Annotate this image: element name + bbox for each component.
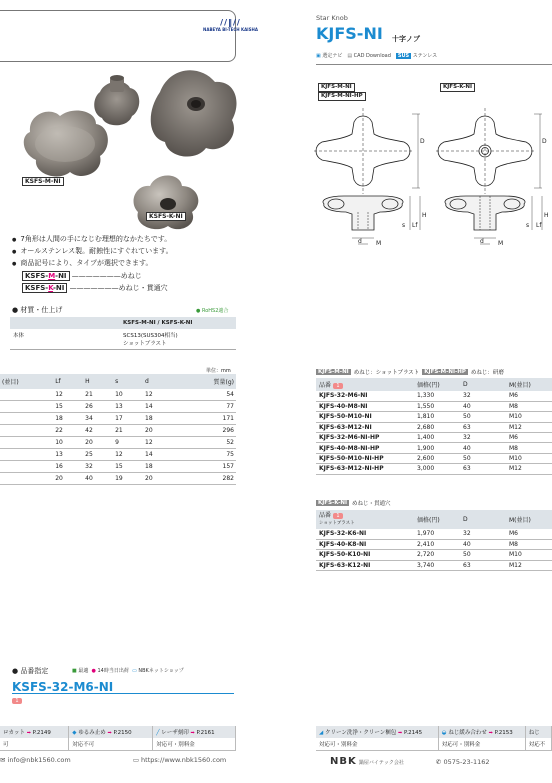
- table-cell: 17: [113, 413, 143, 425]
- table-cell: M6: [506, 433, 552, 443]
- spec-table-1: [316, 378, 552, 475]
- right-page: [300, 0, 552, 783]
- option-cut-value: 可: [0, 738, 69, 751]
- table-cell: 14: [143, 449, 173, 461]
- part-number[interactable]: KJFS-40-K8-NI: [316, 539, 414, 549]
- spec1-col-part: 品番 1: [316, 378, 414, 391]
- table-row[interactable]: [316, 529, 552, 539]
- type-desc-2: めねじ・貫通穴: [118, 284, 168, 292]
- table-row: [0, 413, 236, 425]
- table-cell: 63: [460, 464, 506, 474]
- clock-icon: ●: [91, 668, 96, 674]
- table-cell: M10: [506, 550, 552, 560]
- option-clean-value: 対応可・別料金: [316, 738, 438, 751]
- left-page: [0, 0, 264, 783]
- table-cell: 20: [83, 437, 113, 449]
- part-number[interactable]: KJFS-50-M10-NI: [316, 412, 414, 422]
- table-row: [0, 449, 236, 461]
- material-title: ● 材質・仕上げ: [12, 306, 63, 314]
- photo-label-k: KSFS-K-NI: [146, 212, 186, 221]
- material-tag: SUS ステンレス: [397, 53, 438, 59]
- dimension-table: [0, 374, 236, 485]
- dim-label-lf1: Lf: [412, 222, 418, 229]
- dim-label-h1: H: [422, 212, 427, 219]
- order-icons: ■ 最適 ● 14時当日出荷 ▭ NBKネットショップ: [72, 668, 184, 674]
- clean-icon: ◢: [319, 730, 324, 736]
- dim-label-s2: s: [526, 222, 530, 229]
- drawing-label-k: KJFS-K-NI: [440, 83, 475, 92]
- table-row: [0, 461, 236, 473]
- table-row[interactable]: [316, 412, 552, 422]
- table-cell: 26: [83, 401, 113, 413]
- table-cell: 50: [460, 453, 506, 463]
- table-cell: 21: [113, 425, 143, 437]
- spec1-col-d: D: [460, 378, 506, 391]
- part-number[interactable]: KJFS-63-M12-NI: [316, 422, 414, 432]
- category-label: Star Knob: [316, 14, 348, 22]
- option-clean: ◢ クリーン洗浄・クリーン梱包 ➡ P.2145: [316, 726, 438, 738]
- website-link[interactable]: https://www.nbk1560.com: [141, 756, 227, 764]
- table-cell: 13: [53, 449, 83, 461]
- option-laser: ╱ レーザ刻印 ➡ P.2161: [153, 726, 236, 738]
- table-row[interactable]: [316, 422, 552, 432]
- option-cut: ロカット ➡ P.2149: [0, 726, 69, 738]
- table-cell: 1,810: [414, 412, 460, 422]
- table-cell: 10: [53, 437, 83, 449]
- part-number[interactable]: KJFS-63-K12-NI: [316, 560, 414, 570]
- dim-label-d2: D: [542, 138, 547, 145]
- table-cell: 40: [460, 401, 506, 411]
- spec2-col-part: 品番 1 ショットブラスト: [316, 510, 414, 529]
- feature-bullets: [12, 234, 173, 294]
- right-option-table: [316, 726, 552, 751]
- table-cell: M8: [506, 443, 552, 453]
- dim-col-3: s: [113, 374, 143, 389]
- table-cell: 296: [173, 425, 236, 437]
- dim-label-d-small1: d: [358, 238, 362, 245]
- navi-icon: ▣: [316, 53, 321, 59]
- table-cell: [0, 413, 53, 425]
- dim-col-0: (並目): [0, 374, 53, 389]
- table-cell: M12: [506, 560, 552, 570]
- table-cell: 40: [83, 473, 113, 485]
- email-link[interactable]: info@nbk1560.com: [7, 756, 71, 764]
- technical-drawing: [314, 100, 552, 250]
- table-cell: 171: [173, 413, 236, 425]
- option-thread-value: 対応不: [525, 738, 551, 751]
- table-cell: 18: [143, 461, 173, 473]
- cad-tag[interactable]: ▤ CAD Download: [347, 52, 391, 59]
- table-cell: 1,900: [414, 443, 460, 453]
- table-row[interactable]: [316, 464, 552, 474]
- table-row[interactable]: [316, 550, 552, 560]
- material-row-label: 本体: [10, 329, 120, 350]
- thread-icon: ◒: [441, 730, 447, 736]
- table-row: [0, 425, 236, 437]
- table-cell: 157: [173, 461, 236, 473]
- dim-col-1: Lf: [53, 374, 83, 389]
- table-row[interactable]: [316, 539, 552, 549]
- dim-label-s1: s: [402, 222, 406, 229]
- dim-label-m1: M: [376, 240, 382, 247]
- header-frame: [0, 10, 236, 62]
- table-cell: 63: [460, 560, 506, 570]
- dim-label-d1: D: [420, 138, 425, 145]
- table-cell: 75: [173, 449, 236, 461]
- table-cell: 3,000: [414, 464, 460, 474]
- table-row: [0, 473, 236, 485]
- table-cell: 13: [113, 401, 143, 413]
- table-cell: 32: [460, 529, 506, 539]
- option-thread-fit-value: 対応可・別料金: [438, 738, 525, 751]
- table-cell: 21: [83, 389, 113, 401]
- table-cell: 52: [173, 437, 236, 449]
- order-code: KSFS-32-M6-NI: [12, 680, 114, 694]
- table-cell: 20: [143, 425, 173, 437]
- table-cell: M6: [506, 529, 552, 539]
- table-cell: 34: [83, 413, 113, 425]
- part-number[interactable]: KJFS-40-M8-NI: [316, 401, 414, 411]
- table-cell: [0, 401, 53, 413]
- table-cell: 2,410: [414, 539, 460, 549]
- type-row-2: KSFS-K-NI ———————めねじ・貫通穴: [22, 283, 173, 294]
- table-cell: 22: [53, 425, 83, 437]
- table-cell: 63: [460, 422, 506, 432]
- material-table-header: KSFS-M-NI / KSFS-K-NI: [120, 317, 236, 329]
- table-row[interactable]: [316, 560, 552, 570]
- table-cell: 19: [113, 473, 143, 485]
- option-locking: ◆ ゆるみ止め ➡ P.2150: [69, 726, 153, 738]
- spec1-col-m: M(並目): [506, 378, 552, 391]
- phone-number[interactable]: 0575-23-1162: [443, 758, 490, 766]
- table-cell: M12: [506, 464, 552, 474]
- table-cell: M8: [506, 401, 552, 411]
- phone-icon: ✆: [435, 758, 442, 766]
- table-cell: 1,550: [414, 401, 460, 411]
- spec2-col-d: D: [460, 510, 506, 529]
- table-cell: 282: [173, 473, 236, 485]
- dim-label-lf2: Lf: [536, 222, 542, 229]
- best-icon: ■: [72, 668, 77, 674]
- bullet-1: ● 7角形は人間の手になじむ理想的なかたちです。: [12, 234, 173, 246]
- dim-col-5: 質量(g): [173, 374, 236, 389]
- nbk-logo: NBK: [330, 756, 357, 767]
- table-cell: M10: [506, 453, 552, 463]
- table-cell: 20: [143, 473, 173, 485]
- dim-label-h2: H: [544, 212, 549, 219]
- option-thread: ねじ: [525, 726, 551, 738]
- drawing-label-m: KJFS-M-NI: [318, 83, 355, 92]
- table-cell: 18: [53, 413, 83, 425]
- table-cell: 1,970: [414, 529, 460, 539]
- cad-icon: ▤: [347, 52, 353, 59]
- option-thread-fit: ◒ ねじ緩み合わせ ➡ P.2153: [438, 726, 525, 738]
- part-number[interactable]: KJFS-63-M12-NI-HP: [316, 464, 414, 474]
- table-cell: [0, 449, 53, 461]
- part-number[interactable]: KJFS-32-M6-NI: [316, 391, 414, 401]
- navi-tag[interactable]: ▣ 選定ナビ: [316, 53, 343, 59]
- product-subtitle: 十字ノブ: [392, 35, 420, 43]
- material-table: [10, 317, 236, 350]
- company-name: 鍋屋バイテック会社: [358, 760, 404, 766]
- table-cell: 50: [460, 550, 506, 560]
- table-cell: 10: [113, 389, 143, 401]
- spec-table-2: [316, 510, 552, 571]
- drawing-label-m-hp: KJFS-M-NI-HP: [318, 92, 366, 101]
- table-cell: [0, 473, 53, 485]
- brand-logo: //‖// NABEYA BI-TECH KAISHA: [203, 18, 258, 32]
- unit-label: 単位：mm: [206, 368, 231, 374]
- locking-icon: ◆: [72, 730, 77, 736]
- table-cell: 54: [173, 389, 236, 401]
- product-tags: [316, 52, 437, 59]
- table-cell: 32: [460, 433, 506, 443]
- product-title: KJFS-NI: [316, 24, 383, 43]
- table-cell: 20: [53, 473, 83, 485]
- title-rule: [316, 64, 552, 65]
- product-photo: [10, 62, 250, 230]
- table-cell: 16: [53, 461, 83, 473]
- material-row-value: SCS13(SUS304相当) ショットブラスト: [120, 329, 236, 350]
- rohs-badge: ● RoHS2適合: [196, 308, 229, 314]
- spec2-col-price: 価格(円): [414, 510, 460, 529]
- table-cell: 40: [460, 443, 506, 453]
- web-icon: ▭: [132, 756, 139, 764]
- table-cell: 40: [460, 539, 506, 549]
- option-laser-value: 対応可・別料金: [153, 738, 236, 751]
- table-cell: 50: [460, 412, 506, 422]
- spec1-col-price: 価格(円): [414, 378, 460, 391]
- part-number[interactable]: KJFS-32-K6-NI: [316, 529, 414, 539]
- table-row[interactable]: [316, 401, 552, 411]
- table-cell: 1,400: [414, 433, 460, 443]
- part-number[interactable]: KJFS-50-K10-NI: [316, 550, 414, 560]
- order-title: ● 品番指定: [12, 667, 49, 675]
- spec2-col-m: M(並目): [506, 510, 552, 529]
- table-cell: 12: [113, 449, 143, 461]
- table-cell: M10: [506, 412, 552, 422]
- left-footer: [0, 756, 264, 764]
- photo-label-m: KSFS-M-NI: [22, 177, 64, 186]
- left-option-table: [0, 726, 236, 751]
- table-cell: 15: [113, 461, 143, 473]
- table-cell: 2,680: [414, 422, 460, 432]
- table-cell: 2,720: [414, 550, 460, 560]
- spec1-heading: KJFS-M-NI めねじ：ショットブラスト KJFS-M-NI-HP めねじ：研磨: [318, 369, 504, 376]
- shop-icon: ▭: [132, 668, 137, 674]
- table-cell: [0, 437, 53, 449]
- table-cell: 77: [173, 401, 236, 413]
- table-row: [0, 437, 236, 449]
- right-footer: [300, 756, 552, 767]
- table-cell: 2,600: [414, 453, 460, 463]
- order-underline: [12, 693, 234, 694]
- table-row[interactable]: [316, 443, 552, 453]
- table-cell: 3,740: [414, 560, 460, 570]
- table-cell: [0, 425, 53, 437]
- table-cell: 12: [143, 389, 173, 401]
- table-row[interactable]: [316, 453, 552, 463]
- table-cell: 42: [83, 425, 113, 437]
- type-row-1: KSFS-M-NI ———————めねじ: [22, 271, 173, 282]
- type-desc-1: めねじ: [120, 272, 142, 280]
- table-cell: 12: [53, 389, 83, 401]
- table-row: [0, 389, 236, 401]
- dim-col-2: H: [83, 374, 113, 389]
- dim-label-d-small2: d: [480, 238, 484, 245]
- bullet-3: ● 商品記号により、タイプが選択できます。: [12, 258, 173, 270]
- table-row: [0, 401, 236, 413]
- table-cell: 18: [143, 413, 173, 425]
- table-cell: [0, 389, 53, 401]
- table-cell: 12: [143, 437, 173, 449]
- table-cell: 9: [113, 437, 143, 449]
- order-badge: 1: [12, 698, 22, 704]
- table-cell: [0, 461, 53, 473]
- table-cell: M8: [506, 539, 552, 549]
- mail-icon: ✉: [0, 756, 6, 764]
- table-cell: 32: [83, 461, 113, 473]
- table-row[interactable]: [316, 391, 552, 401]
- table-cell: M6: [506, 391, 552, 401]
- table-cell: 1,330: [414, 391, 460, 401]
- table-cell: 25: [83, 449, 113, 461]
- table-row[interactable]: [316, 433, 552, 443]
- spec2-heading: KJFS-K-NI めねじ・貫通穴: [318, 500, 391, 507]
- dim-col-4: d: [143, 374, 173, 389]
- dim-label-m2: M: [498, 240, 504, 247]
- table-cell: 32: [460, 391, 506, 401]
- bullet-2: ● オールステンレス製。耐蝕性にすぐれています。: [12, 246, 173, 258]
- laser-icon: ╱: [156, 730, 160, 736]
- option-locking-value: 対応不可: [69, 738, 153, 751]
- part-number[interactable]: KJFS-50-M10-NI-HP: [316, 453, 414, 463]
- table-cell: 14: [143, 401, 173, 413]
- part-number[interactable]: KJFS-40-M8-NI-HP: [316, 443, 414, 453]
- table-cell: M12: [506, 422, 552, 432]
- table-cell: 15: [53, 401, 83, 413]
- part-number[interactable]: KJFS-32-M6-NI-HP: [316, 433, 414, 443]
